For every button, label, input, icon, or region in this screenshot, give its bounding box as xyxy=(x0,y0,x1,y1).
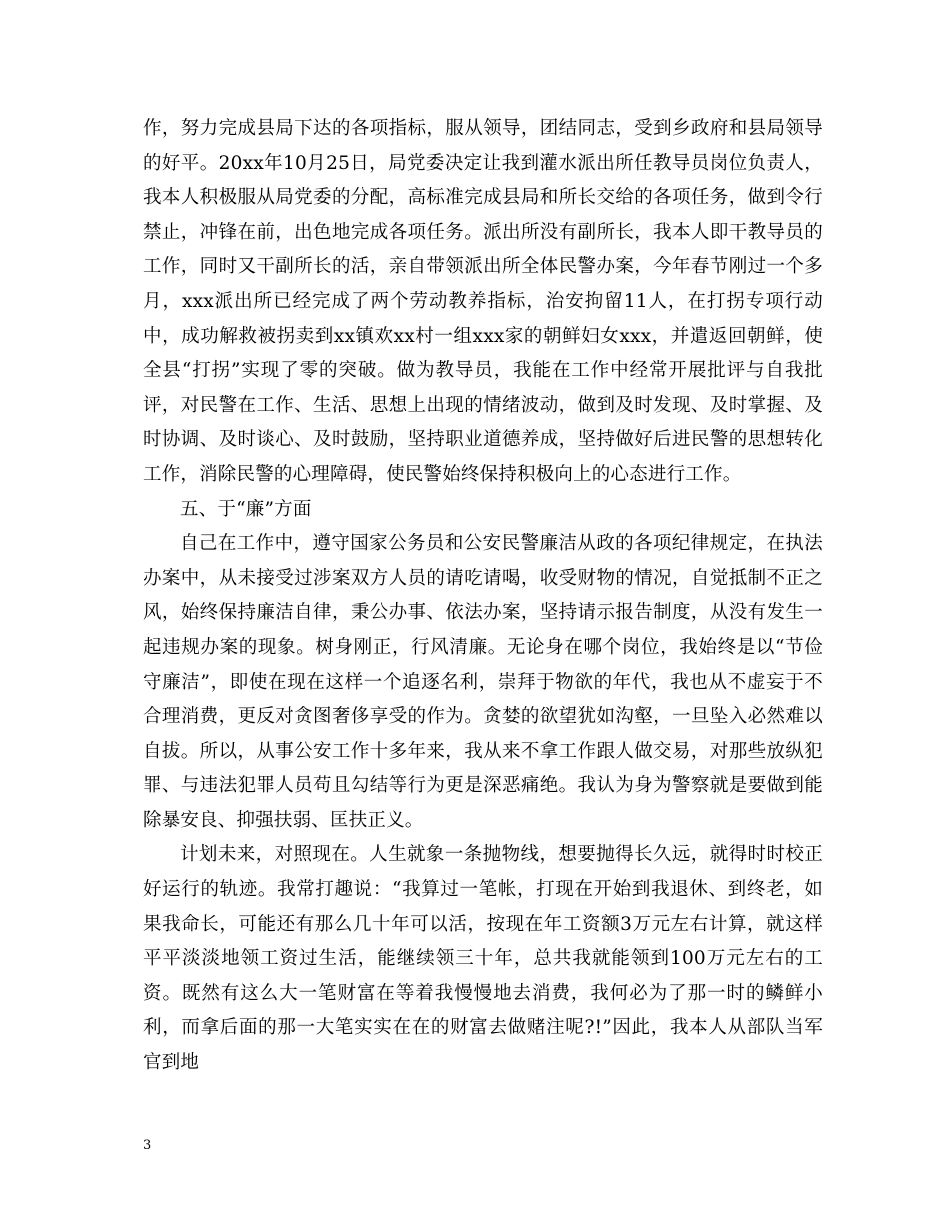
paragraph-work-continuation: 作，努力完成县局下达的各项指标，服从领导，团结同志，受到乡政府和县局领导的好平。20xx年10月25日，局党委决定让我到灌水派出所任教导员岗位负责人，我本人积极服从局党委的分配，高标准完成县局和所长交给的各项任务，做到令行禁止，冲锋在前，出色地完成各项任务。派出所没有副所长，我本人即干教导员的工作，同时又干副所长的活，亲自带领派出所全体民警办案，今年春节刚过一个多月，xxx派出所已经完成了两个劳动教养指标，治安拘留11人，在打拐专项行动中，成功解救被拐卖到xx镇欢xx村一组xxx家的朝鲜妇女xxx，并遣返回朝鲜，使全县“打拐”实现了零的突破。做为教导员，我能在工作中经常开展批评与自我批评，对民警在工作、生活、思想上出现的情绪波动，做到及时发现、及时掌握、及时协调、及时谈心、及时鼓励，坚持职业道德养成，坚持做好后进民警的思想转化工作，消除民警的心理障碍，使民警始终保持积极向上的心态进行工作。 xyxy=(143,118,823,485)
document-body xyxy=(143,112,823,1081)
paragraph-future-plan: 计划未来，对照现在。人生就象一条抛物线，想要抛得长久远，就得时时校正好运行的轨迹。我常打趣说：“我算过一笔帐，打现在开始到我退休、到终老，如果我命长，可能还有那么几十年可以活，按现在年工资额3万元左右计算，就这样平平淡淡地领工资过生活，能继续领三十年，总共我就能领到100万元左右的工资。既然有这么大一笔财富在等着我慢慢地去消费，我何必为了那一时的鳞鲜小利，而拿后面的那一大笔实实在在的财富去做赌注呢?!”因此，我本人从部队当军官到地 xyxy=(143,844,823,1074)
page-number: 3 xyxy=(143,1138,152,1153)
section-heading-integrity: 五、于“廉”方面 xyxy=(180,498,312,520)
paragraph-integrity: 自己在工作中，遵守国家公务员和公安民警廉洁从政的各项纪律规定，在执法办案中，从未接受过涉案双方人员的请吃请喝，收受财物的情况，自觉抵制不正之风，始终保持廉洁自律，秉公办事、依法办案，坚持请示报告制度，从没有发生一起违规办案的现象。树身刚正，行风清廉。无论身在哪个岗位，我始终是以“节俭守廉洁”，即使在现在这样一个追逐名利，崇拜于物欲的年代，我也从不虚妄于不合理消费，更反对贪图奢侈享受的作为。贪婪的欲望犹如沟壑，一旦坠入必然难以自拔。所以，从事公安工作十多年来，我从来不拿工作跟人做交易，对那些放纵犯罪、与违法犯罪人员苟且勾结等行为更是深恶痛绝。我认为身为警察就是要做到能除暴安良、抑强扶弱、匡扶正义。 xyxy=(143,533,823,831)
